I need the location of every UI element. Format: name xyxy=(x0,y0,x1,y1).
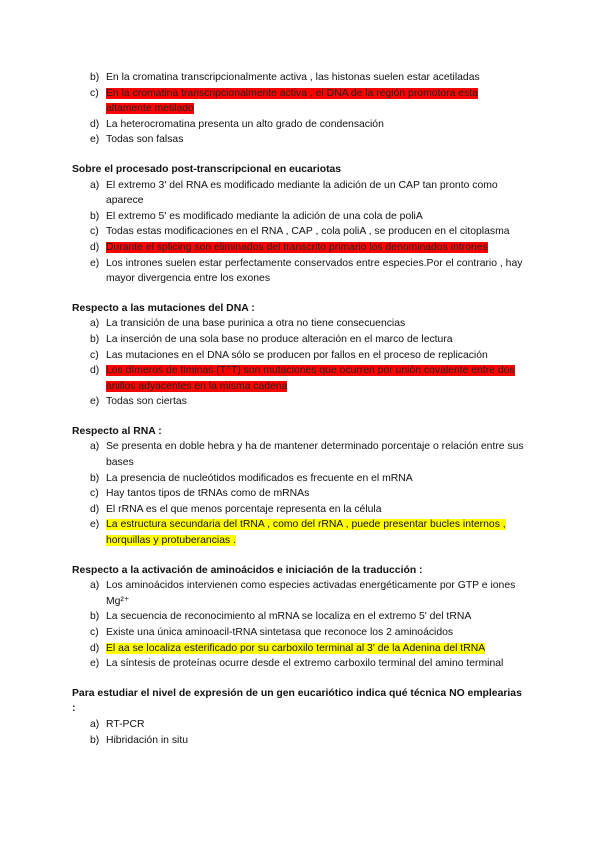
option-text: La inserción de una sola base no produce alteración en el marco de lectura xyxy=(106,333,453,345)
answer-option xyxy=(72,641,524,657)
answer-option xyxy=(72,316,524,332)
option-label: c) xyxy=(90,226,99,238)
question-title: Para estudiar el nivel de expresión de un gen eucariótico indica qué técnica NO emplearias : xyxy=(72,687,522,715)
answer-option xyxy=(72,733,524,749)
answer-list xyxy=(72,578,524,672)
option-text-container xyxy=(106,224,524,240)
answer-option xyxy=(72,70,524,86)
answer-option xyxy=(72,348,524,364)
answer-option xyxy=(72,256,524,287)
option-label: b) xyxy=(90,210,100,222)
option-text: Las mutaciones en el DNA sólo se producen por fallos en el proceso de replicación xyxy=(106,349,488,361)
option-label: e) xyxy=(90,257,100,269)
answer-option xyxy=(72,363,524,394)
option-text: El aa se localiza esterificado por su carboxilo terminal al 3' de la Adenina del tRNA xyxy=(106,642,486,654)
option-text-container xyxy=(106,486,524,502)
option-text-container xyxy=(106,240,524,256)
answer-option xyxy=(72,178,524,209)
option-label: a) xyxy=(90,718,100,730)
option-text-container xyxy=(106,609,524,625)
option-label: c) xyxy=(90,627,99,638)
question-list xyxy=(72,70,524,762)
question-section xyxy=(72,301,524,410)
option-text-container xyxy=(106,502,524,518)
answer-option xyxy=(72,502,524,518)
option-label: c) xyxy=(90,488,99,500)
option-label: e) xyxy=(90,519,100,531)
option-text-container xyxy=(106,316,524,332)
answer-list xyxy=(72,316,524,410)
question-section xyxy=(72,686,524,748)
option-text: La presencia de nucleótidos modificados es frecuente en el mRNA xyxy=(106,472,413,484)
option-text-container xyxy=(106,641,524,657)
question-title: Respecto a las mutaciones del DNA : xyxy=(72,302,255,314)
question-section xyxy=(72,424,524,549)
answer-option xyxy=(72,209,524,225)
option-text: Existe una única aminoacil-tRNA sintetasa que reconoce los 2 aminoácidos xyxy=(106,627,454,638)
option-text: El extremo 5' es modificado mediante la adición de una cola de poliA xyxy=(106,210,423,222)
option-text: En la cromatina transcripcionalmente activa , el DNA de la región promotora esta altamente metilado xyxy=(106,87,478,115)
option-label: b) xyxy=(90,734,100,746)
answer-option xyxy=(72,486,524,502)
answer-option xyxy=(72,439,524,470)
option-label: b) xyxy=(90,611,100,623)
answer-option xyxy=(72,117,524,133)
answer-list xyxy=(72,70,524,148)
option-text: En la cromatina transcripcionalmente activa , las histonas suelen estar acetiladas xyxy=(106,72,480,83)
answer-option xyxy=(72,240,524,256)
option-text: La síntesis de proteínas ocurre desde el extremo carboxilo terminal del amino terminal xyxy=(106,658,504,670)
option-text: La secuencia de reconocimiento al mRNA se localiza en el extremo 5' del tRNA xyxy=(106,611,472,623)
option-label: d) xyxy=(90,642,100,654)
option-label: a) xyxy=(90,580,100,592)
answer-list xyxy=(72,439,524,548)
question-title: Respecto a la activación de aminoácidos e iniciación de la traducción : xyxy=(72,564,423,576)
option-text: Los dímeros de timinas (T^T) son mutaciones que ocurren por unión covalente entre dos anillos adyacentes en la misma cadena xyxy=(106,365,515,392)
option-text: Todas estas modificaciones en el RNA , CAP , cola poliA , se producen en el citoplasma xyxy=(106,226,510,238)
option-text-container xyxy=(106,517,524,548)
answer-option xyxy=(72,132,524,148)
option-label: d) xyxy=(90,365,100,377)
answer-option xyxy=(72,86,524,117)
option-text-container xyxy=(106,332,524,348)
option-text: Los aminoácidos intervienen como especies activadas energéticamente por GTP e iones Mg²⁺ xyxy=(106,580,516,607)
option-text-container xyxy=(106,656,524,672)
answer-option xyxy=(72,609,524,625)
option-text-container xyxy=(106,209,524,225)
option-text-container xyxy=(106,578,524,609)
option-text-container xyxy=(106,117,524,133)
option-text-container xyxy=(106,471,524,487)
option-label: d) xyxy=(90,241,100,253)
option-label: d) xyxy=(90,503,100,515)
option-text: Todas son falsas xyxy=(106,134,184,146)
option-label: c) xyxy=(90,87,99,99)
option-label: b) xyxy=(90,72,100,83)
option-text: Todas son ciertas xyxy=(106,396,187,408)
option-label: e) xyxy=(90,396,100,408)
option-text: Los intrones suelen estar perfectamente conservados entre especies.Por el contrario , hay mayor divergencia entre los exones xyxy=(106,257,523,285)
option-text-container xyxy=(106,733,524,749)
question-section xyxy=(72,70,524,148)
option-text-container xyxy=(106,86,524,117)
option-label: b) xyxy=(90,472,100,484)
option-text-container xyxy=(106,256,524,287)
option-text: El extremo 3' del RNA es modificado mediante la adición de un CAP tan pronto como aparece xyxy=(106,179,498,207)
answer-option xyxy=(72,625,524,641)
question-title: Respecto al RNA : xyxy=(72,425,162,437)
option-text-container xyxy=(106,625,524,641)
question-title: Sobre el procesado post-transcripcional en eucariotas xyxy=(72,163,342,175)
option-label: b) xyxy=(90,333,100,345)
option-text: El rRNA es el que menos porcentaje representa en la célula xyxy=(106,503,382,515)
option-text: La estructura secundaria del tRNA , como del rRNA , puede presentar bucles internos , horquillas y protuberancias . xyxy=(106,519,506,547)
option-text: Hibridación in situ xyxy=(106,734,189,746)
option-text-container xyxy=(106,348,524,364)
option-text-container xyxy=(106,178,524,209)
option-text-container xyxy=(106,363,524,394)
option-label: a) xyxy=(90,318,100,330)
option-text: Durante el splicing son eliminados del transcrito primario los denominados intrones xyxy=(106,241,488,253)
option-label: c) xyxy=(90,349,99,361)
question-section xyxy=(72,162,524,287)
answer-option xyxy=(72,224,524,240)
option-text-container xyxy=(106,439,524,470)
option-text: Se presenta en doble hebra y ha de mantener determinado porcentaje o relación entre sus bases xyxy=(106,441,524,469)
option-label: e) xyxy=(90,658,100,670)
answer-option xyxy=(72,656,524,672)
answer-option xyxy=(72,578,524,609)
option-text: Hay tantos tipos de tRNAs como de mRNAs xyxy=(106,488,310,500)
option-text-container xyxy=(106,717,524,733)
option-label: a) xyxy=(90,179,100,191)
answer-option xyxy=(72,394,524,410)
question-section xyxy=(72,563,524,672)
option-label: d) xyxy=(90,118,100,130)
option-text: La heterocromatina presenta un alto grado de condensación xyxy=(106,118,384,130)
option-text-container xyxy=(106,70,524,86)
option-label: a) xyxy=(90,441,100,453)
answer-option xyxy=(72,471,524,487)
answer-list xyxy=(72,717,524,748)
option-label: e) xyxy=(90,134,100,146)
option-text: RT-PCR xyxy=(106,718,145,730)
option-text-container xyxy=(106,394,524,410)
answer-option xyxy=(72,332,524,348)
option-text-container xyxy=(106,132,524,148)
option-text: La transición de una base purinica a otra no tiene consecuencias xyxy=(106,318,406,330)
answer-list xyxy=(72,178,524,287)
answer-option xyxy=(72,517,524,548)
answer-option xyxy=(72,717,524,733)
